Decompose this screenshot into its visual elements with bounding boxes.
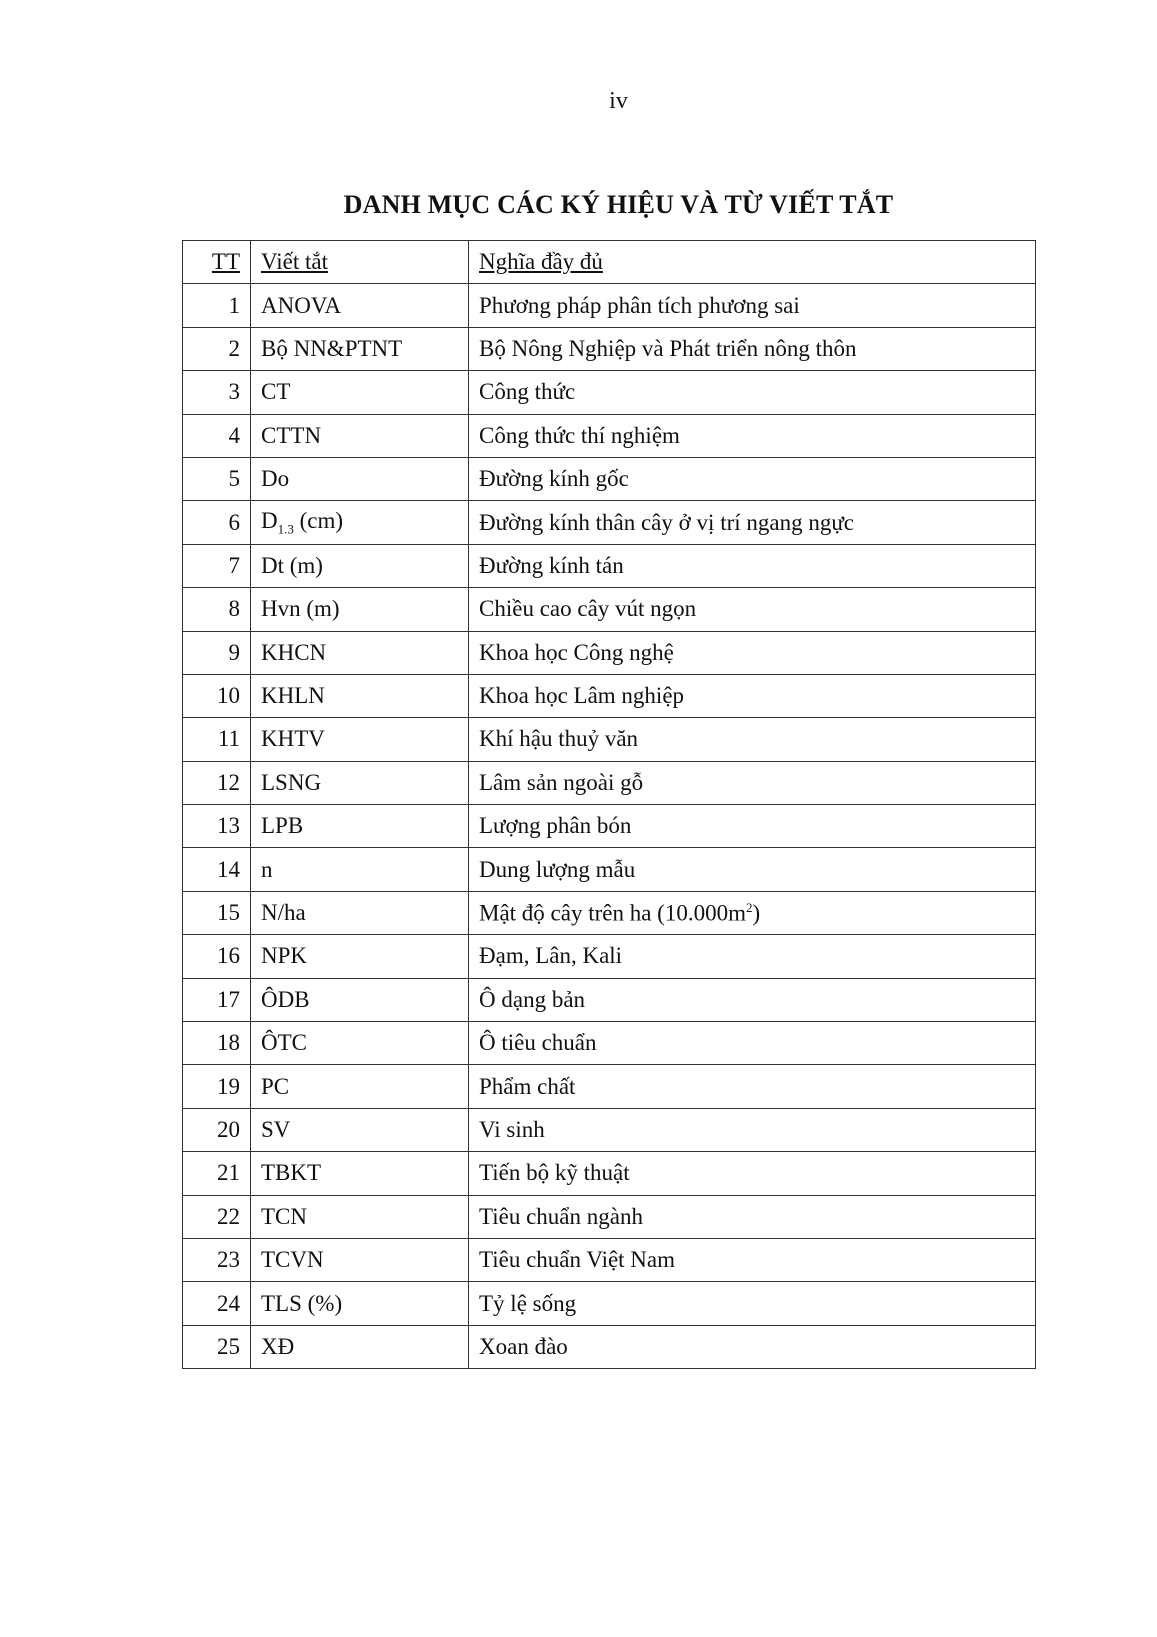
table-row [183, 1108, 1036, 1151]
abbreviation-text: Hvn (m) [261, 596, 340, 622]
abbreviation-text: D [261, 507, 278, 533]
row-meaning [469, 544, 1036, 587]
table-row [183, 1022, 1036, 1065]
row-number: 20 [183, 1108, 251, 1151]
row-abbreviation [251, 718, 469, 761]
abbreviation-text: Dt (m) [261, 552, 323, 578]
abbreviation-text: NPK [261, 943, 308, 969]
row-number: 13 [183, 805, 251, 848]
abbreviation-text: Do [261, 466, 290, 492]
meaning-text: Đường kính thân cây ở vị trí ngang ngực [479, 509, 855, 535]
row-number: 12 [183, 761, 251, 804]
row-meaning [469, 718, 1036, 761]
table-row [183, 371, 1036, 414]
meaning-text: Công thức [479, 379, 576, 405]
row-meaning [469, 1195, 1036, 1238]
table-row [183, 891, 1036, 934]
abbreviation-text: PC [261, 1073, 290, 1099]
table-row [183, 588, 1036, 631]
abbreviation-text: TCVN [261, 1247, 324, 1273]
table-row [183, 327, 1036, 370]
row-abbreviation [251, 327, 469, 370]
abbreviation-text: LPB [261, 813, 304, 839]
table-row [183, 631, 1036, 674]
meaning-text: Đường kính gốc [479, 466, 629, 492]
row-abbreviation [251, 1238, 469, 1281]
abbreviation-text: KHTV [261, 726, 325, 752]
row-abbreviation [251, 501, 469, 544]
abbreviation-text: N/ha [261, 900, 306, 926]
abbreviation-text: ANOVA [261, 292, 342, 318]
row-number: 10 [183, 674, 251, 717]
row-meaning [469, 978, 1036, 1021]
row-number: 7 [183, 544, 251, 587]
row-meaning [469, 457, 1036, 500]
row-meaning [469, 371, 1036, 414]
row-meaning [469, 1325, 1036, 1368]
header-abbreviation-label: Viết tắt [261, 249, 328, 275]
row-number: 15 [183, 891, 251, 934]
row-abbreviation [251, 1282, 469, 1325]
abbreviation-text: TBKT [261, 1160, 322, 1186]
abbreviation-text: KHCN [261, 639, 327, 665]
abbreviation-suffix: (cm) [293, 507, 344, 533]
row-meaning [469, 588, 1036, 631]
meaning-text: Khoa học Công nghệ [479, 639, 674, 665]
row-number: 1 [183, 284, 251, 327]
meaning-text: Ô tiêu chuẩn [479, 1030, 597, 1056]
row-meaning [469, 761, 1036, 804]
meaning-text: Dung lượng mẫu [479, 856, 636, 882]
row-abbreviation [251, 631, 469, 674]
meaning-superscript: 2 [745, 899, 753, 915]
meaning-text: Xoan đào [479, 1333, 568, 1359]
row-meaning [469, 891, 1036, 934]
header-tt [183, 241, 251, 284]
header-tt-label: TT [211, 249, 240, 275]
table-row [183, 1282, 1036, 1325]
table-row [183, 935, 1036, 978]
row-meaning [469, 1065, 1036, 1108]
meaning-text: Phẩm chất [479, 1073, 576, 1099]
row-meaning [469, 848, 1036, 891]
row-abbreviation [251, 284, 469, 327]
row-meaning [469, 284, 1036, 327]
row-number: 22 [183, 1195, 251, 1238]
row-number: 18 [183, 1022, 251, 1065]
meaning-text: Lượng phân bón [479, 813, 632, 839]
table-row [183, 848, 1036, 891]
row-number: 16 [183, 935, 251, 978]
table-row [183, 1325, 1036, 1368]
row-number: 2 [183, 327, 251, 370]
row-meaning [469, 1282, 1036, 1325]
meaning-text: Đạm, Lân, Kali [479, 943, 623, 969]
page-title: DANH MỤC CÁC KÝ HIỆU VÀ TỪ VIẾT TẮT [343, 190, 894, 219]
row-abbreviation [251, 891, 469, 934]
abbreviation-text: ÔDB [261, 986, 310, 1012]
table-row [183, 805, 1036, 848]
row-abbreviation [251, 805, 469, 848]
row-abbreviation [251, 414, 469, 457]
row-number: 4 [183, 414, 251, 457]
row-meaning [469, 674, 1036, 717]
row-number: 23 [183, 1238, 251, 1281]
row-number: 25 [183, 1325, 251, 1368]
row-number: 11 [183, 718, 251, 761]
row-abbreviation [251, 1022, 469, 1065]
row-abbreviation [251, 674, 469, 717]
abbreviation-text: n [261, 856, 273, 882]
row-abbreviation [251, 1152, 469, 1195]
row-abbreviation [251, 457, 469, 500]
meaning-text: Lâm sản ngoài gỗ [479, 769, 644, 795]
header-abbreviation [251, 241, 469, 284]
row-abbreviation [251, 588, 469, 631]
meaning-text: Phương pháp phân tích phương sai [479, 292, 800, 318]
row-meaning [469, 631, 1036, 674]
row-meaning [469, 501, 1036, 544]
meaning-text: Vi sinh [479, 1117, 545, 1142]
abbreviation-text: CT [261, 379, 291, 405]
abbreviation-subscript: 1.3 [277, 521, 294, 537]
row-abbreviation [251, 978, 469, 1021]
row-number: 17 [183, 978, 251, 1021]
table-row [183, 1065, 1036, 1108]
abbreviation-text: TCN [261, 1203, 307, 1229]
abbreviation-text: CTTN [261, 422, 322, 448]
meaning-suffix: ) [752, 900, 761, 926]
table-row [183, 457, 1036, 500]
abbreviation-text: SV [261, 1117, 291, 1142]
abbreviation-text: Bộ NN&PTNT [261, 335, 403, 361]
row-meaning [469, 1022, 1036, 1065]
row-abbreviation [251, 1108, 469, 1151]
table-row [183, 1238, 1036, 1281]
row-abbreviation [251, 1325, 469, 1368]
meaning-text: Khí hậu thuỷ văn [479, 726, 639, 752]
table-row [183, 284, 1036, 327]
row-number: 8 [183, 588, 251, 631]
meaning-text: Tỷ lệ sống [479, 1290, 577, 1316]
row-abbreviation [251, 1065, 469, 1108]
meaning-text: Mật độ cây trên ha (10.000m [479, 900, 746, 926]
meaning-text: Bộ Nông Nghiệp và Phát triển nông thôn [479, 335, 857, 361]
row-meaning [469, 1238, 1036, 1281]
row-number: 3 [183, 371, 251, 414]
meaning-text: Chiều cao cây vút ngọn [479, 596, 697, 622]
row-meaning [469, 414, 1036, 457]
abbreviation-text: ÔTC [261, 1030, 307, 1056]
header-meaning [469, 241, 1036, 284]
row-abbreviation [251, 848, 469, 891]
row-number: 21 [183, 1152, 251, 1195]
abbreviation-table [182, 240, 1036, 1369]
row-abbreviation [251, 935, 469, 978]
row-abbreviation [251, 371, 469, 414]
meaning-text: Công thức thí nghiệm [479, 422, 680, 448]
row-meaning [469, 1108, 1036, 1151]
row-number: 9 [183, 631, 251, 674]
row-meaning [469, 935, 1036, 978]
meaning-text: Tiến bộ kỹ thuật [479, 1160, 630, 1186]
table-row [183, 1152, 1036, 1195]
meaning-text: Đường kính tán [479, 552, 624, 578]
row-meaning [469, 327, 1036, 370]
row-meaning [469, 805, 1036, 848]
abbreviation-text: KHLN [261, 683, 325, 709]
row-number: 14 [183, 848, 251, 891]
meaning-text: Tiêu chuẩn Việt Nam [479, 1247, 676, 1273]
table-header-row [183, 241, 1036, 284]
table-row [183, 674, 1036, 717]
row-number: 6 [183, 501, 251, 544]
meaning-text: Khoa học Lâm nghiệp [479, 683, 685, 709]
meaning-text: Ô dạng bản [479, 986, 586, 1012]
table-row [183, 414, 1036, 457]
row-abbreviation [251, 1195, 469, 1238]
table-row [183, 761, 1036, 804]
page-number: iv [609, 88, 628, 114]
table-row [183, 718, 1036, 761]
row-meaning [469, 1152, 1036, 1195]
row-abbreviation [251, 761, 469, 804]
table-row [183, 1195, 1036, 1238]
table-row [183, 978, 1036, 1021]
abbreviation-text: LSNG [261, 769, 322, 795]
meaning-text: Tiêu chuẩn ngành [479, 1203, 643, 1229]
table-row [183, 544, 1036, 587]
header-meaning-label: Nghĩa đầy đủ [479, 249, 603, 275]
abbreviation-text: TLS (%) [261, 1290, 343, 1316]
table-row [183, 501, 1036, 544]
row-number: 19 [183, 1065, 251, 1108]
row-number: 5 [183, 457, 251, 500]
row-number: 24 [183, 1282, 251, 1325]
row-abbreviation [251, 544, 469, 587]
abbreviation-text: XĐ [261, 1333, 295, 1359]
